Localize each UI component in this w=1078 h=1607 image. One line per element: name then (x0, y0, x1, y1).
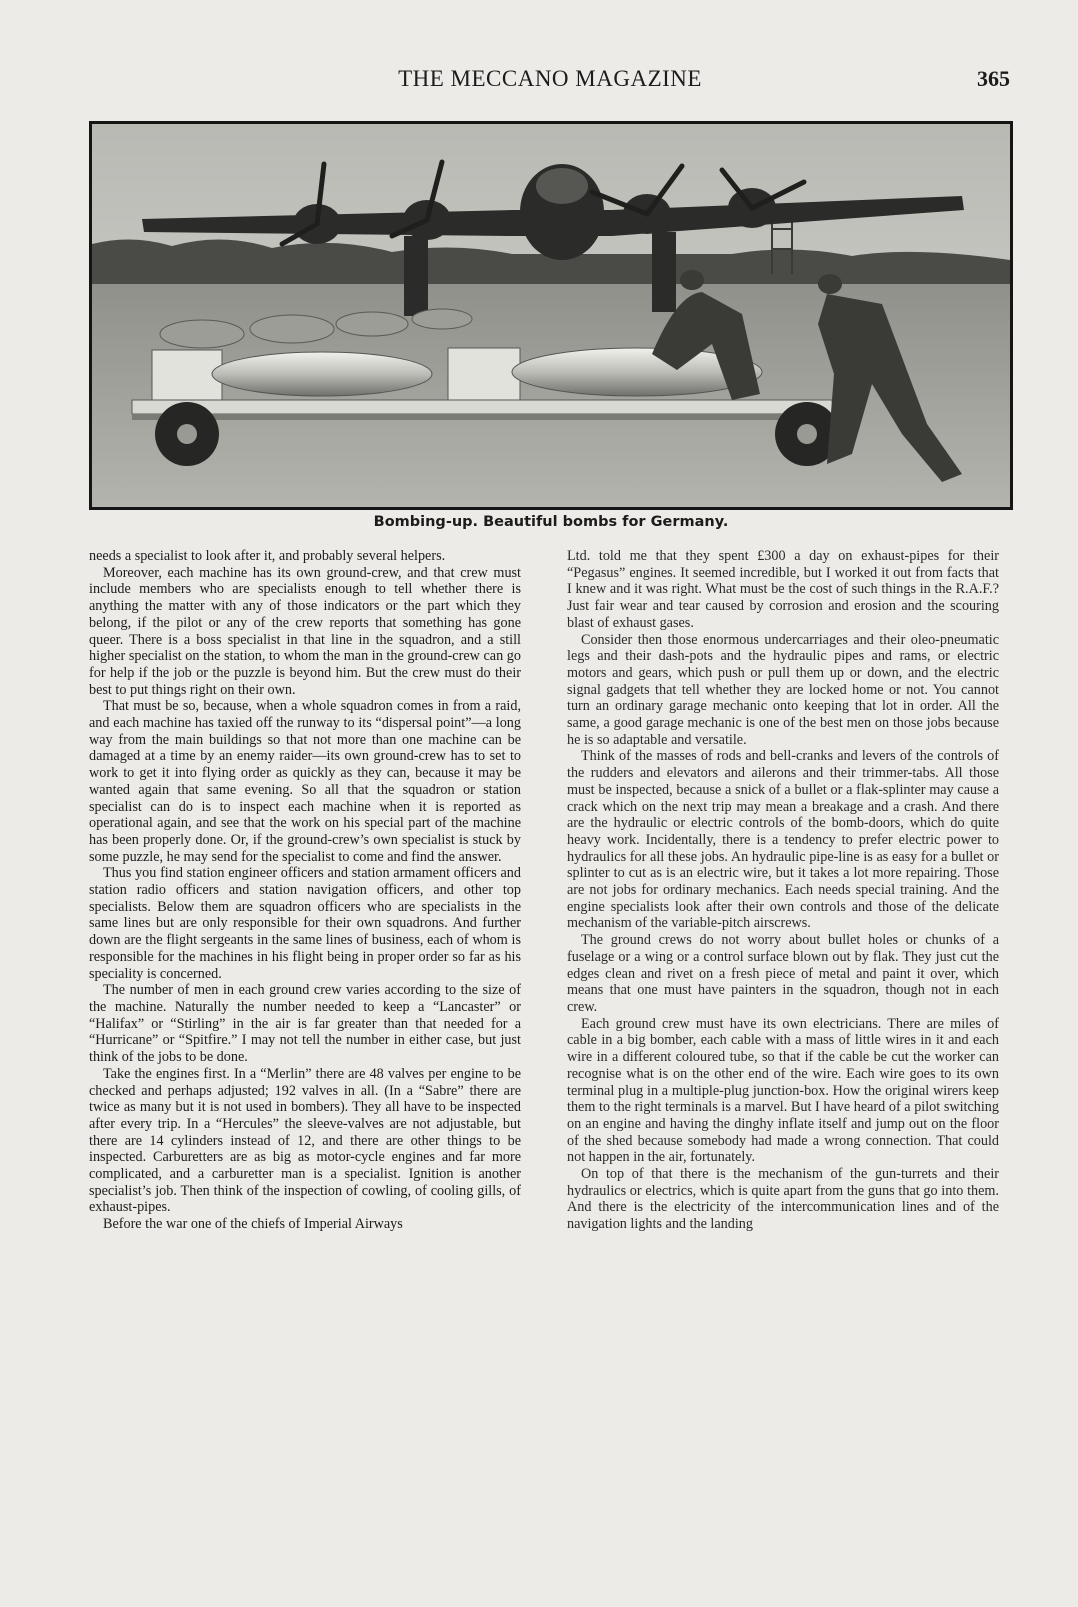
paragraph: Each ground crew must have its own electricians. There are miles of cable in a big bomber, each cable with a mass of little wires in it and each wire in a different coloured tube, so that if the cable be cut the worker can recognise what is on the other end of the wire. Each wire goes to its own terminal plug in a multiple-plug junction-box. How the original wirers keep them to the right terminals is a marvel. But I have heard of a pilot switching on an engine and having the dinghy inflate itself and jump out on the floor of the shed because somebody had made a wrong connection. That could not happen in the air, fortunately. (567, 1015, 999, 1166)
page-number: 365 (977, 66, 1010, 91)
paragraph: On top of that there is the mechanism of the gun-turrets and their hydraulics or electrics, which is quite apart from the guns that go into them. And there is the electricity of the intercommunication lines and of the navigation lights and the landing (567, 1166, 999, 1233)
bombing-up-photo (89, 121, 1013, 510)
paragraph: needs a specialist to look after it, and probably several helpers. (89, 548, 446, 564)
paragraph: Thus you find station engineer officers and station armament officers and station radio officers and station navigation officers, and other top specialists. Below them are squadron officers who are specialists in the same lines but are only responsible for their own squadrons. And further down are the flight sergeants in the same lines of business, each of whom is responsible for the machines in his flight being in proper order so far as his speciality is concerned. (89, 865, 521, 982)
paragraph: Think of the masses of rods and bell-cranks and levers of the controls of the rudders and elevators and ailerons and their trimmer-tabs. All those must be inspected, because a snick of a bullet or a flak-splinter may cause a crack which on the next trip may mean a breakage and a crash. And there are the hydraulic or electric controls of the bomb-doors, which do quite heavy work. Incidentally, there is a tendency to prefer electric power to hydraulics for all these jobs. An hydraulic pipe-line is as easy for a bullet or splinter to cut as is an electric wire, but it takes a lot more repairing. Those are not jobs for ordinary mechanics. Each needs special training. And the engine specialists look after their own controls and those of the delicate mechanism of the variable-pitch airscrews. (567, 748, 999, 932)
paragraph: Take the engines first. In a “Merlin” there are 48 valves per engine to be checked and perhaps adjusted; 192 valves in all. (In a “Sabre” there are twice as many but it is not used in bombers). They all have to be inspected after every trip. In a “Hercules” the sleeve-valves are not adjustable, but there are 14 cylinders instead of 12, and there are other things to be inspected. Carburetters are as big as motor-cycle engines and far more complicated, and a carburetter man is a specialist. Ignition is another specialist’s job. Then think of the inspection of cowling, of cooling gills, of exhaust-pipes. (89, 1065, 521, 1216)
text-column-right (567, 548, 999, 1588)
page-header (90, 66, 1010, 100)
paragraph: The number of men in each ground crew varies according to the size of the machine. Naturally the number needed to keep a “Lancaster” or “Halifax” or “Stirling” in the air is far greater than that needed for a “Hurricane” or “Spitfire.” I may not tell the number in either case, but just think of the jobs to be done. (89, 982, 521, 1066)
photo-illustration (92, 124, 1010, 507)
paragraph: Consider then those enormous undercarriages and their oleo-pneumatic legs and their dash-pots and the hydraulic pipes and rams, or electric motors and gears, which push or pull them up or down, and the electric signal gadgets that tell whether they are locked home or not. You cannot turn an ordinary garage mechanic onto keeping that lot in order. All the same, a good garage mechanic is one of the best men on those jobs because he is so adaptable and versatile. (567, 631, 999, 748)
photo-caption: Bombing-up. Beautiful bombs for Germany. (373, 514, 729, 530)
paragraph: Moreover, each machine has its own ground-crew, and that crew must include members who are specialists enough to tell whether there is anything the matter with any of those indicators or the part which they belong, if the pilot or any of the crew reports that something has gone queer. There is a boss specialist in that line in the squadron, and a still higher specialist on the station, to whom the man in the ground-crew can go for help if the job or the puzzle is beyond him. But the crew must do their best to put things right on their own. (89, 564, 521, 698)
paragraph: Ltd. told me that they spent £300 a day on exhaust-pipes for their “Pegasus” engines. It seemed incredible, but I worked it out from facts that I knew and it was right. What must be the cost of such things in the R.A.F.? Just fair wear and tear caused by corrosion and erosion and the scouring blast of exhaust gases. (567, 548, 999, 631)
magazine-title: THE MECCANO MAGAZINE (398, 66, 702, 91)
paragraph: Before the war one of the chiefs of Imperial Airways (103, 1216, 403, 1233)
paragraph: The ground crews do not worry about bullet holes or chunks of a fuselage or a wing or a control surface blown out by flak. They just cut the edges clean and rivet on a fresh piece of metal and paint it over, which means that one must have painters in the squadron, though not in each crew. (567, 932, 999, 1015)
paragraph: That must be so, because, when a whole squadron comes in from a raid, and each machine has taxied off the runway to its “dispersal point”—a long way from the main buildings so that not more than one machine can be damaged at a time by an enemy raider—its own ground-crew has to set to work to get it into flying order as quickly as they can, because it may be wanted again that same evening. So all that the squadron or station specialist can do is to inspect each machine when it is reported as operational again, and see that the work on his special part of the machine has been properly done. Or, if the ground-crew’s own specialist is stuck by some puzzle, he may send for the specialist to come and find the answer. (89, 698, 521, 865)
text-column-left (89, 548, 521, 1588)
